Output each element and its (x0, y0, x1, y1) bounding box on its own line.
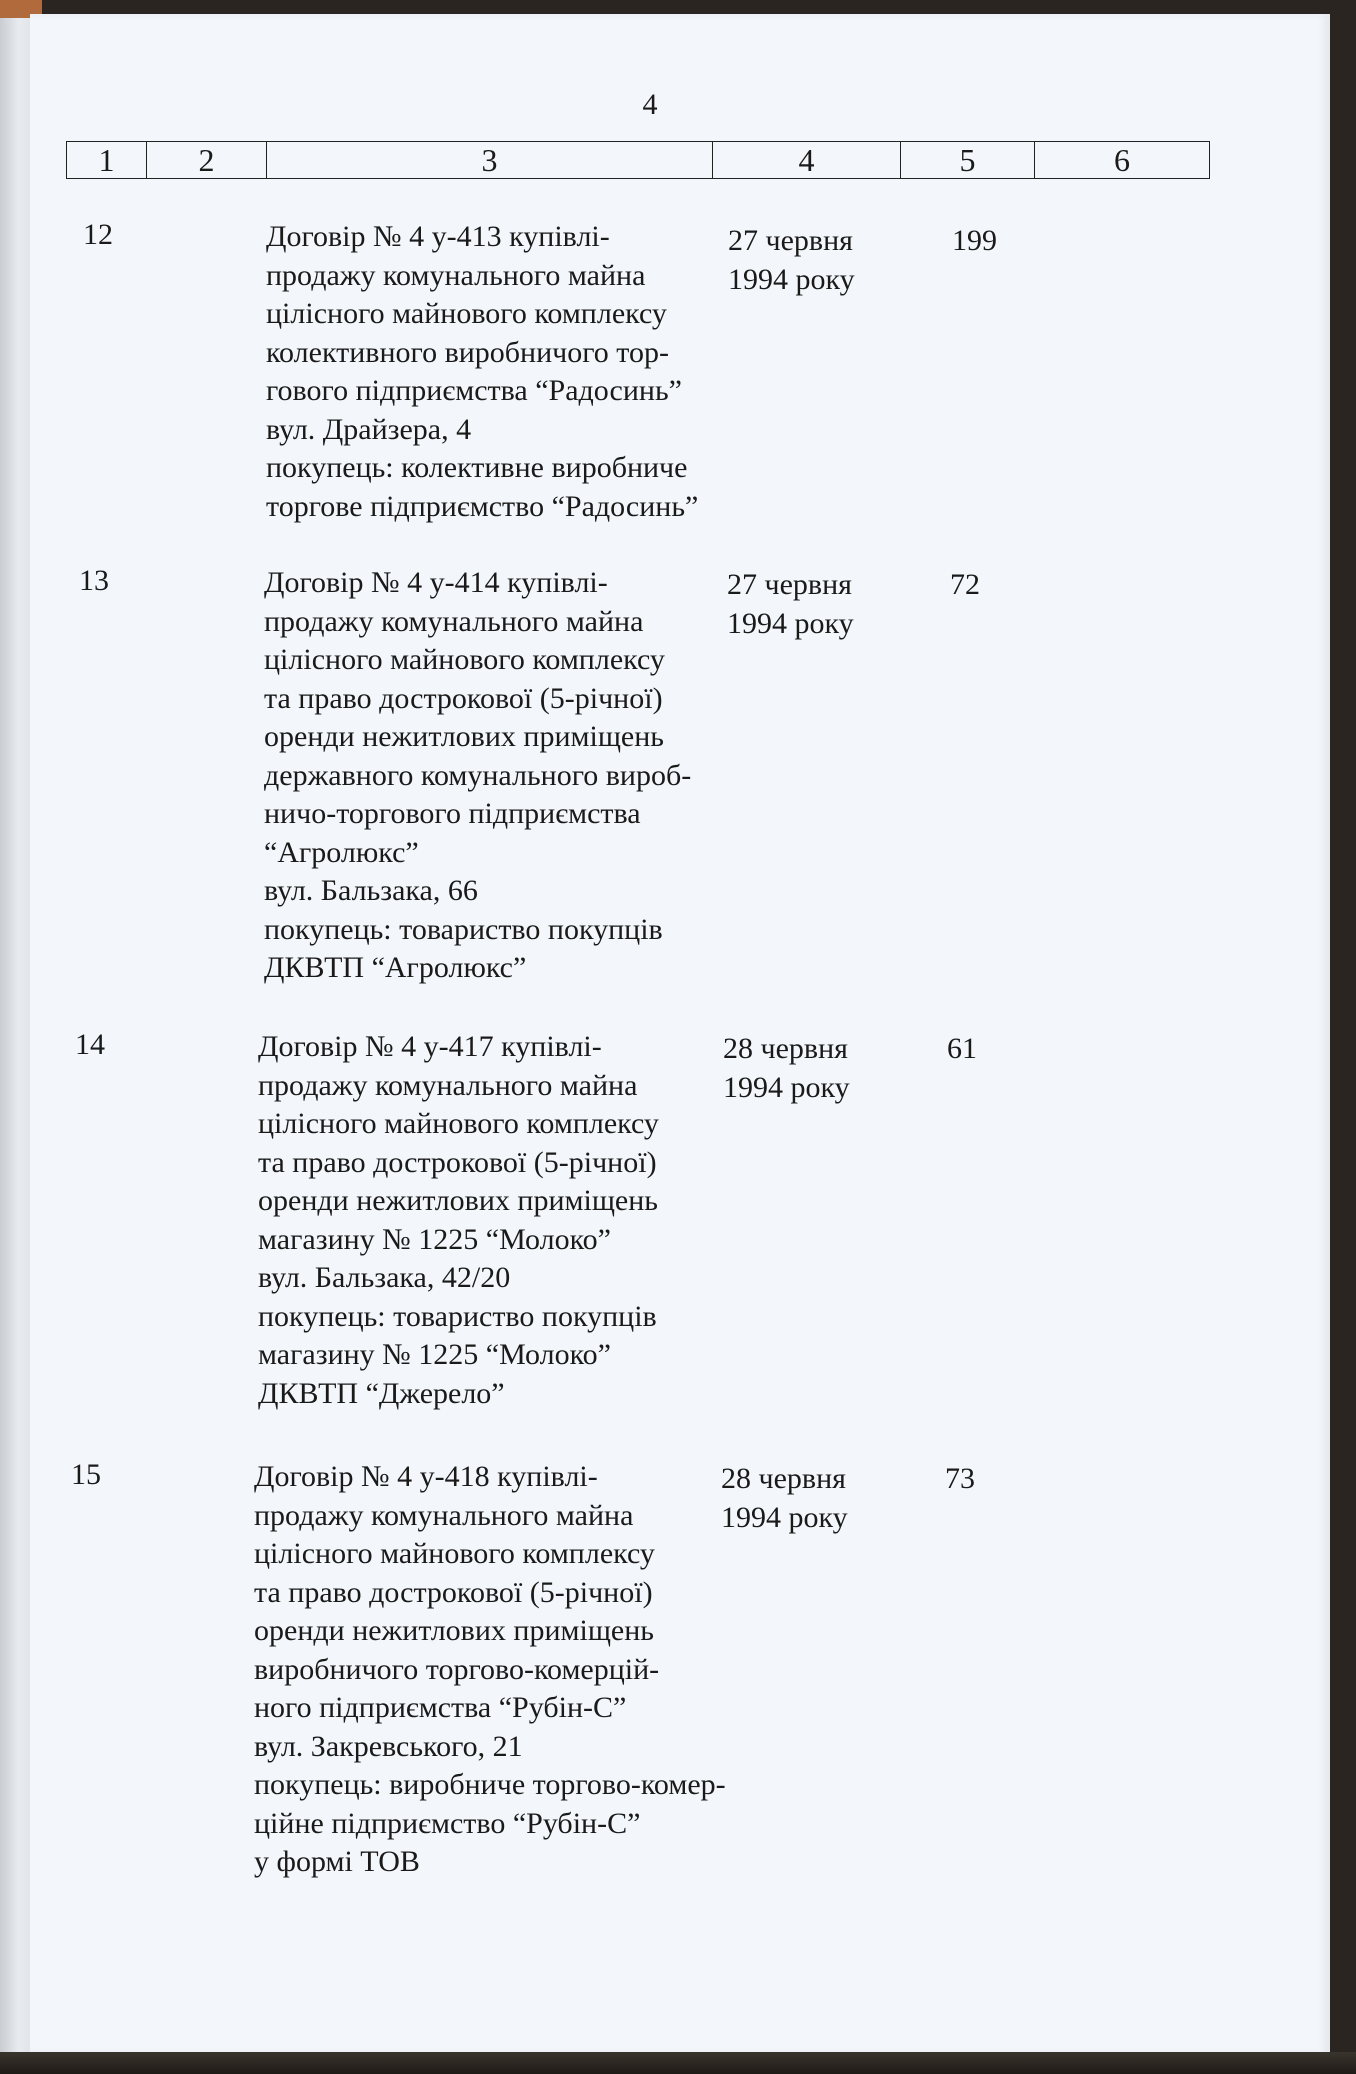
description-line: Договір № 4 у-413 купівлі- (266, 220, 610, 253)
column-header-2: 2 (147, 142, 267, 178)
description-line: магазину № 1225 “Молоко” (258, 1338, 611, 1371)
description-line: цілісного майнового комплексу (264, 643, 665, 676)
date-line: 27 червня (728, 224, 853, 257)
date-line: 28 червня (721, 1462, 846, 1495)
column-header-4: 4 (713, 142, 901, 178)
description-line: виробничого торгово-комерцій- (254, 1652, 660, 1686)
description-line: продажу комунального майна (266, 258, 646, 292)
column-header-3: 3 (267, 142, 713, 178)
description-line: Договір № 4 у-414 купівлі- (264, 566, 608, 599)
description-line: колективного виробничого тор- (266, 335, 670, 369)
entry-date (727, 566, 854, 643)
description-line: гового підприємства “Радосинь” (266, 374, 682, 407)
entry-number: 13 (79, 564, 109, 597)
description-line: та право дострокової (5-річної) (264, 681, 663, 715)
description-line: цілісного майнового комплексу (254, 1537, 655, 1570)
description-line: Договір № 4 у-417 купівлі- (258, 1030, 602, 1063)
date-line: 1994 року (721, 1500, 848, 1534)
entry-description (254, 1458, 726, 1882)
description-line: ДКВТП “Агролюкс” (264, 951, 527, 984)
entry-page-count: 199 (952, 224, 997, 257)
page-edge (0, 0, 34, 2074)
description-line: оренди нежитлових приміщень (258, 1184, 658, 1217)
description-line: цілісного майнового комплексу (258, 1107, 659, 1140)
description-line: ційне підприємство “Рубін-С” (254, 1806, 641, 1840)
column-header-5: 5 (901, 142, 1035, 178)
description-line: та право дострокової (5-річної) (254, 1575, 653, 1609)
entry-page-count: 61 (947, 1032, 977, 1065)
description-line: Договір № 4 у-418 купівлі- (254, 1460, 598, 1493)
date-line: 1994 року (723, 1070, 850, 1104)
entry-description (266, 218, 698, 526)
entry-date (721, 1460, 848, 1537)
page-number: 4 (642, 88, 658, 121)
description-line: ного підприємства “Рубін-С” (254, 1691, 627, 1724)
date-line: 1994 року (728, 262, 855, 296)
description-line: вул. Бальзака, 66 (264, 874, 478, 907)
description-line: торгове підприємство “Радосинь” (266, 489, 699, 523)
description-line: покупець: виробниче торгово-комер- (254, 1768, 726, 1801)
entry-number: 14 (75, 1028, 105, 1061)
description-line: та право дострокової (5-річної) (258, 1145, 657, 1179)
entry-description (258, 1028, 659, 1413)
description-line: ДКВТП “Джерело” (258, 1376, 505, 1410)
scan-bottom-edge (0, 2052, 1356, 2074)
entry-date (728, 222, 855, 299)
date-line: 1994 року (727, 606, 854, 640)
column-header-1: 1 (67, 142, 147, 178)
description-line: покупець: товариство покупців (258, 1299, 657, 1333)
description-line: вул. Драйзера, 4 (266, 412, 472, 446)
date-line: 28 червня (723, 1032, 848, 1065)
entry-number: 12 (83, 218, 113, 251)
description-line: продажу комунального майна (258, 1068, 638, 1102)
description-line: у формі ТОВ (254, 1845, 420, 1878)
description-line: вул. Закревського, 21 (254, 1729, 523, 1763)
column-header-row (66, 141, 1210, 179)
description-line: державного комунального вироб- (264, 758, 692, 792)
description-line: оренди нежитлових приміщень (254, 1614, 654, 1647)
column-header-6: 6 (1114, 142, 1130, 178)
description-line: цілісного майнового комплексу (266, 297, 667, 330)
description-line: магазину № 1225 “Молоко” (258, 1222, 611, 1256)
description-line: продажу комунального майна (264, 604, 644, 638)
description-line: оренди нежитлових приміщень (264, 720, 664, 753)
entry-page-count: 72 (950, 568, 980, 601)
entry-description (264, 564, 691, 988)
entry-date (723, 1030, 850, 1107)
description-line: покупець: колективне виробниче (266, 451, 688, 484)
description-line: покупець: товариство покупців (264, 912, 663, 946)
description-line: вул. Бальзака, 42/20 (258, 1261, 511, 1294)
description-line: ничо-торгового підприємства (264, 797, 641, 830)
date-line: 27 червня (727, 568, 852, 601)
description-line: продажу комунального майна (254, 1498, 634, 1532)
entry-number: 15 (71, 1458, 101, 1491)
entry-page-count: 73 (945, 1462, 975, 1495)
description-line: “Агролюкс” (264, 835, 419, 869)
